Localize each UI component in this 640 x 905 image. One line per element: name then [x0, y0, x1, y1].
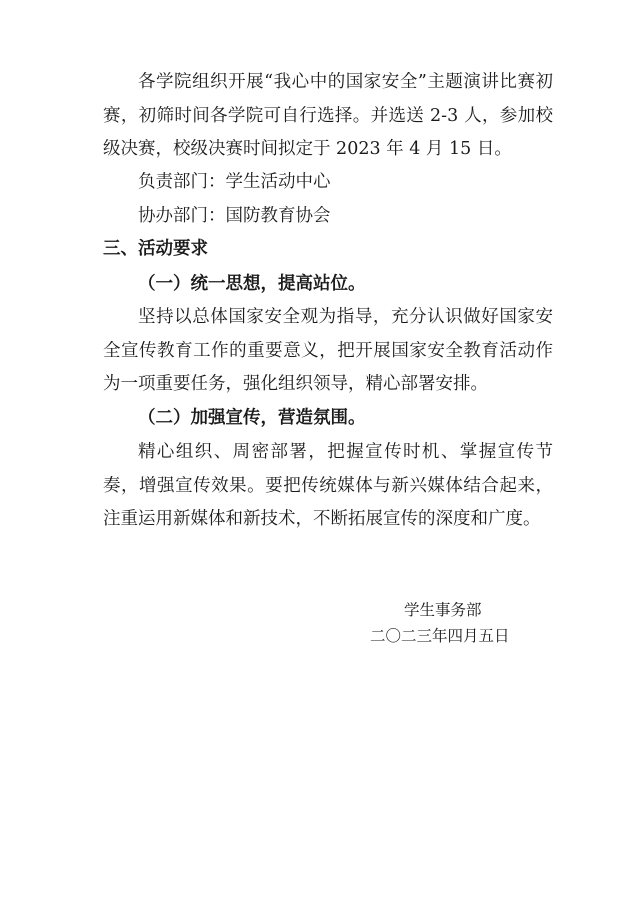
assisting-department: 协办部门：国防教育协会	[138, 206, 331, 226]
paragraph-speech-contest: 各学院组织开展“我心中的国家安全”主题演讲比赛初赛，初筛时间各学院可自行选择。并选送 2-3 人，参加校级决赛，校级决赛时间拟定于 2023 年 4 月 15 日。	[103, 72, 553, 159]
signature-date: 二〇二三年四月五日	[370, 627, 510, 645]
subheading-strengthen-publicity: （二）加强宣传，营造氛围。	[138, 408, 366, 428]
paragraph-guidance: 坚持以总体国家安全观为指导，充分认识做好国家安全宣传教育工作的重要意义，把开展国家安全教育活动作为一项重要任务，强化组织领导，精心部署安排。	[103, 307, 553, 394]
subheading-unify-thinking: （一）统一思想，提高站位。	[138, 274, 366, 294]
signature-organization: 学生事务部	[404, 601, 482, 619]
responsible-department: 负责部门：学生活动中心	[138, 172, 331, 192]
section-heading-requirements: 三、活动要求	[103, 239, 208, 259]
paragraph-publicity: 精心组织、周密部署，把握宣传时机、掌握宣传节奏，增强宣传效果。要把传统媒体与新兴媒体结合起来，注重运用新媒体和新技术，不断拓展宣传的深度和广度。	[103, 442, 553, 529]
